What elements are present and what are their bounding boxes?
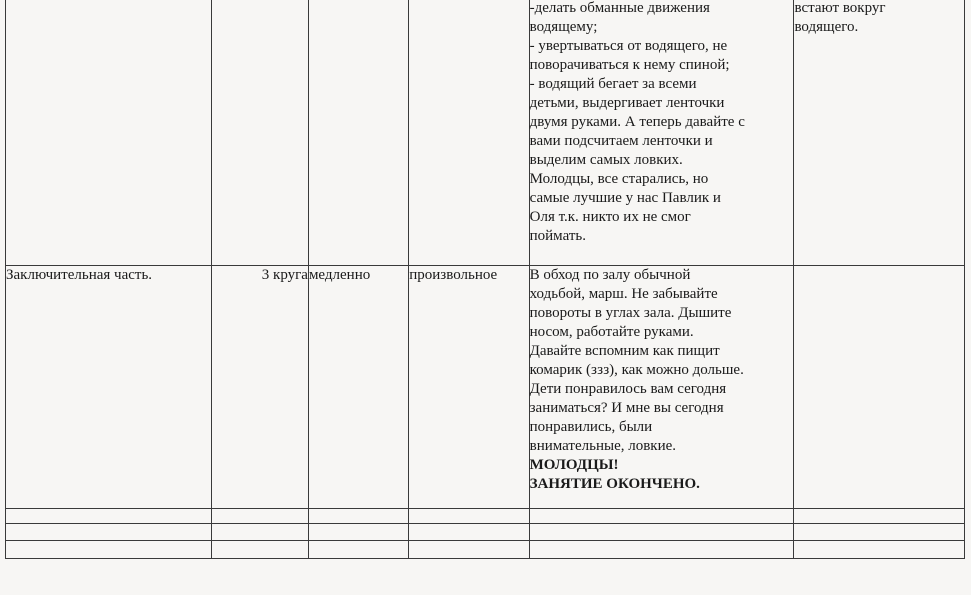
dosage-cell: 3 круга [211,266,308,509]
content-line: комарик (ззз), как можно дольше. [529,362,744,378]
content-line: поймать. [529,228,586,244]
empty-row [6,509,965,524]
content-line: водящему; [529,19,598,35]
content-line: Давайте вспомним как пищит [529,343,720,359]
content-line: выделим самых ловких. [529,152,683,168]
breathing-cell: произвольное [409,266,529,509]
notes-cell [794,266,965,509]
content-line: заниматься? И мне вы сегодня [529,400,724,416]
section-cell [6,0,212,266]
content-line: -делать обманные движения [529,0,710,16]
content-line: Дети понравилось вам сегодня [529,381,727,397]
content-line: - водящий бегает за всеми [529,76,697,92]
content-line: В обход по залу обычной [529,267,691,283]
table-row [6,266,965,509]
content-line: самые лучшие у нас Павлик и [529,190,721,206]
content-line: поворачиваться к нему спиной; [529,57,730,73]
content-cell [529,266,794,509]
notes-cell [794,0,965,266]
empty-row [6,524,965,541]
content-line: внимательные, ловкие. [529,438,677,454]
content-line: детьми, выдергивает ленточки [529,95,725,111]
content-line: вами подсчитаем ленточки и [529,133,713,149]
content-line: Молодцы, все старались, но [529,171,709,187]
content-cell [529,0,794,266]
empty-row [6,541,965,559]
content-line: повороты в углах зала. Дышите [529,305,732,321]
content-line: носом, работайте руками. [529,324,694,340]
notes-line: водящего. [794,19,859,35]
dosage-cell [211,0,308,266]
closing-line: ЗАНЯТИЕ ОКОНЧЕНО. [529,476,700,492]
section-cell: Заключительная часть. [6,266,212,509]
closing-line: МОЛОДЦЫ! [529,457,619,473]
lesson-plan-table [5,0,965,559]
table-row [6,0,965,266]
content-line: ходьбой, марш. Не забывайте [529,286,718,302]
content-line: двумя руками. А теперь давайте с [529,114,745,130]
content-line: - увертываться от водящего, не [529,38,728,54]
breathing-cell [409,0,529,266]
content-line: Оля т.к. никто их не смог [529,209,691,225]
tempo-cell: медленно [308,266,408,509]
content-line: понравились, были [529,419,653,435]
notes-line: встают вокруг [794,0,886,16]
tempo-cell [308,0,408,266]
